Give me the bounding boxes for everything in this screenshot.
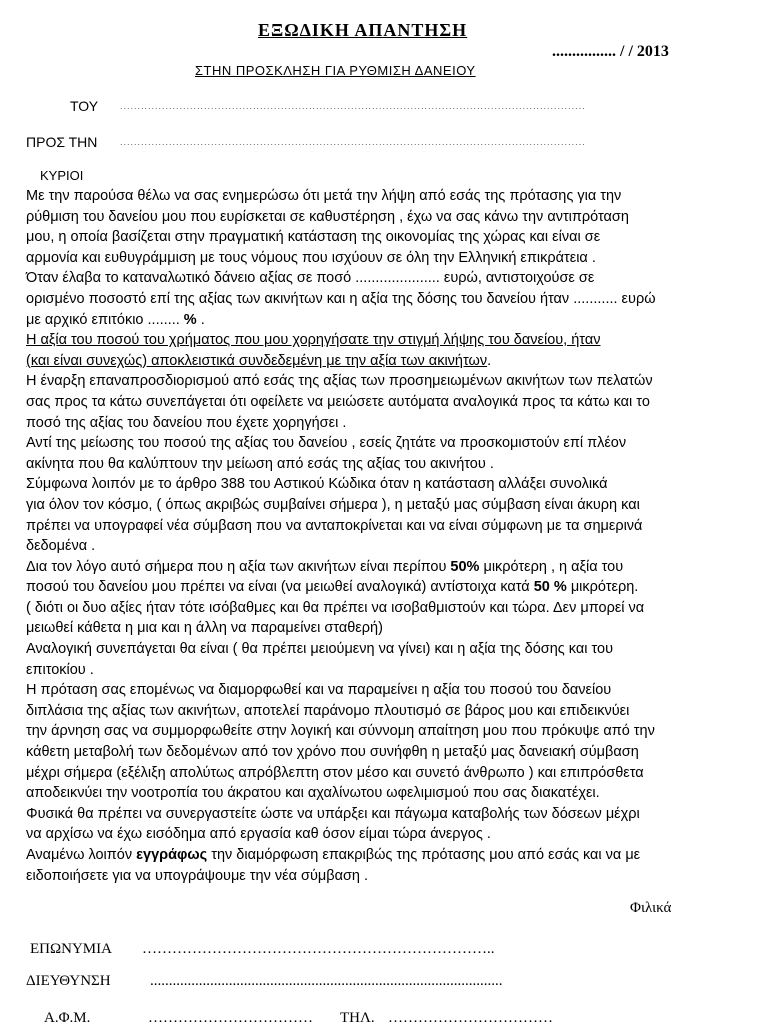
date-line: ................ / / 2013	[552, 43, 669, 60]
paragraph-line: να αρχίσω να έχω εισόδημα από εργασία καθ όσον είμαι τώρα άνεργος .	[26, 826, 491, 843]
paragraph-line: αποδεικνύει την νοοτροπία του άκρατου και αχαλίνωτου ωφελιμισμού που σας διακατέχει.	[26, 785, 600, 802]
percent-sign: %	[183, 311, 197, 328]
text-run: με αρχικό επιτόκιο ........	[26, 311, 184, 328]
phone-label: ΤΗΛ.	[340, 1010, 375, 1026]
paragraph-line: ( διότι οι δυο αξίες ήταν τότε ισόβαθμες και θα πρέπει να ισοβαθμιστούν και τώρα. Δεν μπορεί να	[26, 599, 645, 616]
paragraph-line: πρέπει να υπογραφεί νέα σύμβαση που να ανταποκρίνεται και να είναι σύμφωνη με τα σημερινά	[26, 517, 643, 534]
paragraph-line: ποσό της αξίας του δανείου που έχετε χορηγήσει .	[26, 414, 347, 431]
underlined-line: Η αξία του ποσού του χρήματος που μου χορηγήσατε την στιγμή λήψης του δανείου, ήταν	[26, 332, 601, 349]
paragraph-line: ειδοποιήσετε για να υπογράψουμε την νέα σύμβαση .	[26, 867, 369, 884]
paragraph-line: Αντί της μείωσης του ποσού της αξίας του δανείου , εσείς ζητάτε να προσκομιστούν επί πλέον	[26, 435, 627, 452]
phone-field: ……………………………	[388, 1010, 553, 1026]
paragraph-line	[26, 310, 748, 331]
paragraph-line: μέχρι σήμερα (εξέλιξη απολύτως απρόβλεπτη στον μέσο και συνετό άνθρωπο ) και επιπρόσθετα	[26, 764, 644, 781]
text-run: Δια τον λόγο αυτό σήμερα που η αξία των ακινήτων είναι περίπου	[26, 558, 451, 575]
paragraph-line: ρύθμιση του δανείου μου που ευρίσκεται σε καθυστέρηση , έχω να σας κάνω την αντιπρόταση	[26, 208, 629, 225]
paragraph-line: δεδομένα .	[26, 538, 96, 555]
paragraph-line	[26, 845, 748, 866]
paragraph-line: Η πρόταση σας επομένως να διαμορφωθεί και να παραμείνει η αξία του ποσού του δανείου	[26, 682, 612, 699]
text-run: μικρότερη , η αξία του	[479, 558, 624, 575]
paragraph-line	[26, 577, 748, 598]
paragraph-line: κάθετη μεταβολή των δεδομένων από τον χρόνο που συνήφθη η μεταξύ μας δανειακή σύμβαση	[26, 744, 639, 761]
text-run: .	[196, 311, 205, 328]
paragraph-line: Όταν έλαβα το καταναλωτικό δάνειο αξίας σε ποσό ..................... ευρώ, αντιστοιχούσε σε	[26, 270, 595, 287]
text-run: την διαμόρφωση επακριβώς της πρότασης μου από εσάς και να με	[207, 847, 641, 863]
paragraph-line: την άρνηση σας να συμμορφωθείτε στην λογική και σύννομη απαίτηση μου που πρόκυψε από την	[26, 723, 655, 740]
paragraph-line: σας προς τα κάτω συνεπάγεται ότι οφείλετε να μειώσετε αυτόματα αναλογικά προς τα κάτω και το	[26, 393, 650, 410]
paragraph-line: ακίνητα που θα καλύπτουν την μείωση από εσάς της αξίας του ακινήτου .	[26, 455, 494, 472]
recipient-toward-blank: .....................................................................................................................................	[120, 137, 586, 147]
tax-id-label: Α.Φ.Μ.	[44, 1010, 91, 1026]
closing-signoff: Φιλικά	[630, 900, 672, 916]
surname-label: ΕΠΩΝΥΜΙΑ	[30, 941, 112, 957]
address-label: ΔΙΕΥΘΥΝΣΗ	[26, 973, 111, 989]
paragraph-line: για όλον τον κόσμο, ( όπως ακριβώς συμβαίνει σήμερα ), η μεταξύ μας σύμβαση είναι άκυρη και	[26, 496, 640, 513]
document-subtitle: ΣΤΗΝ ΠΡΟΣΚΛΗΣΗ ΓΙΑ ΡΥΘΜΙΣΗ ΔΑΝΕΙΟΥ	[195, 63, 476, 78]
paragraph-line: Αναλογική συνεπάγεται θα είναι ( θα πρέπει μειούμενη να γίνει) και η αξία της δόσης και του	[26, 641, 614, 658]
paragraph-line: Φυσικά θα πρέπει να συνεργαστείτε ώστε να υπάρξει και πάγωμα καταβολής των δόσεων μέχρι	[26, 805, 640, 822]
paragraph-line: διπλάσια της αξίας των ακινήτων, αποτελεί παράνομο πλουτισμό σε βάρος μου και επιδεικνύει	[26, 702, 630, 719]
paragraph-line: αρμονία και ευθυγράμμιση με τους νόμους που ισχύουν σε όλη την Ελληνική επικράτεια .	[26, 249, 596, 266]
paragraph-line: Σύμφωνα λοιπόν με το άρθρο 388 του Αστικού Κώδικα όταν η κατάσταση αλλάξει συνολικά	[26, 476, 608, 493]
recipient-toward-label: ΠΡΟΣ ΤΗΝ	[26, 134, 98, 150]
recipient-to-blank: .....................................................................................................................................	[120, 101, 586, 111]
recipient-to-label: ΤΟΥ	[70, 98, 99, 114]
paragraph-line: ορισμένο ποσοστό επί της αξίας των ακινήτων και η αξία της δόσης του δανείου ήταν ........... ευρώ	[26, 290, 656, 307]
bold-percent: 50 %	[533, 579, 567, 596]
underlined-text: (και είναι συνεχώς) αποκλειστικά συνδεδεμένη με την αξία των ακινήτων	[26, 352, 488, 369]
tax-id-field: ……………………………	[148, 1010, 313, 1026]
text-run: .	[487, 352, 492, 369]
address-field: ..............................................................................................	[150, 973, 503, 989]
text-run: Αναμένω λοιπόν	[26, 847, 137, 863]
paragraph-line	[26, 351, 748, 372]
greeting: ΚΥΡΙΟΙ	[40, 168, 84, 183]
paragraph-line: μου, η οποία βασίζεται στην πραγματική κατάσταση της οικονομίας της χώρας και είναι σε	[26, 229, 601, 246]
paragraph-line	[26, 557, 748, 578]
paragraph-line: επιτοκίου .	[26, 661, 94, 678]
bold-percent: 50%	[450, 558, 480, 575]
surname-field: ……………………………………………………………..	[142, 941, 495, 957]
bold-word: εγγράφως	[136, 847, 208, 863]
letter-body	[26, 186, 748, 886]
paragraph-line: Η έναρξη επαναπροσδιορισμού από εσάς της αξίας των προσημειωμένων ακινήτων των πελατών	[26, 373, 653, 390]
paragraph-line: Με την παρούσα θέλω να σας ενημερώσω ότι μετά την λήψη από εσάς της πρότασης για την	[26, 188, 622, 204]
text-run: ποσού του δανείου μου πρέπει να είναι (να μειωθεί αναλογικά) αντίστοιχα κατά	[26, 579, 534, 596]
document-title: ΕΞΩΔΙΚΗ ΑΠΑΝΤΗΣΗ	[258, 20, 468, 40]
paragraph-line: μειωθεί κάθετα η μια και η άλλη να παραμείνει σταθερή)	[26, 620, 383, 637]
text-run: μικρότερη.	[566, 579, 639, 596]
